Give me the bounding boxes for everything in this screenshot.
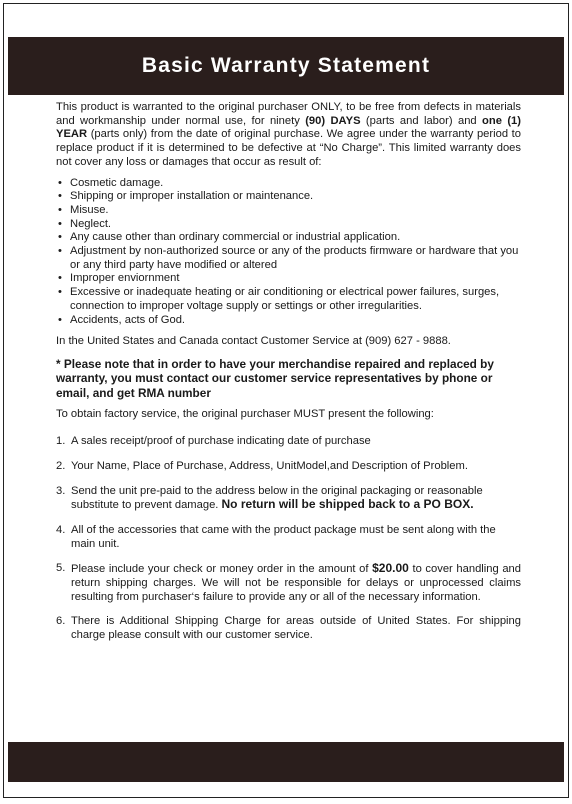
- step-2: [56, 460, 521, 474]
- step-number: 3.: [56, 484, 66, 497]
- list-item: • Any cause other than ordinary commercial or industrial application.: [56, 231, 521, 245]
- warranty-content: [56, 101, 521, 654]
- step-text: There is Additional Shipping Charge for areas outside of United States. For shipping charge please consult with our customer service.: [71, 615, 521, 642]
- po-box-warning: No return will be shipped back to a PO BOX.: [221, 497, 474, 512]
- step-text: A sales receipt/proof of purchase indicating date of purchase: [71, 435, 371, 448]
- obtain-service-line: To obtain factory service, the original purchaser MUST present the following:: [56, 408, 434, 421]
- step-number: 6.: [56, 615, 66, 628]
- intro-text-3: (parts only) from the date of original purchase. We agree under the warranty period to replace product if it is determined to be defective at “No Charge”. This limited warranty does not cover any loss or damages that occur as result of:: [56, 128, 521, 168]
- intro-text-1: This product is warranted to the original purchaser ONLY, to be free from defects in materials and workmanship under normal use, for ninety: [56, 101, 521, 127]
- list-item: • Cosmetic damage.: [56, 177, 521, 191]
- rma-note: * Please note that in order to have your merchandise repaired and replaced by warranty, you must contact our customer service representatives by phone or email, and get RMA number: [56, 356, 494, 400]
- service-steps: [56, 435, 521, 643]
- step-number: 5.: [56, 562, 66, 575]
- step-1: [56, 435, 521, 449]
- exclusions-list: [56, 177, 521, 328]
- footer-bar: [8, 742, 564, 782]
- step-number: 4.: [56, 523, 66, 536]
- list-item: • Misuse.: [56, 204, 521, 218]
- page-title: Basic Warranty Statement: [141, 54, 431, 77]
- step-text: All of the accessories that came with the product package must be sent along with the main unit.: [71, 523, 496, 550]
- step-6: [56, 615, 521, 642]
- step-5: [56, 562, 521, 604]
- step-text: Your Name, Place of Purchase, Address, UnitModel,and Description of Problem.: [71, 459, 468, 472]
- step-text: to cover handling and return shipping charges. We will not be responsible for delays or unprocessed claims resulting from purchaser‘s failure to provide any or all of the necessary information.: [71, 563, 522, 603]
- list-item: • Shipping or improper installation or maintenance.: [56, 190, 521, 204]
- step-text: Send the unit pre-paid to the address below in the original packaging or reasonable substitute to prevent damage.: [71, 484, 483, 512]
- intro-paragraph: [56, 101, 521, 170]
- intro-text-2: (parts and labor) and: [360, 114, 483, 127]
- step-number: 1.: [56, 435, 66, 448]
- list-item: • Neglect.: [56, 218, 521, 232]
- step-text: Please include your check or money order in the amount of: [71, 563, 373, 576]
- step-3: [56, 485, 521, 513]
- warranty-page: [3, 3, 569, 798]
- intro-bold-year: one (1) YEAR: [56, 114, 521, 141]
- step-4: [56, 524, 521, 551]
- contact-line: In the United States and Canada contact Customer Service at (909) 627 - 9888.: [56, 335, 451, 348]
- list-item: • Accidents, acts of God.: [56, 314, 521, 328]
- list-item: • Excessive or inadequate heating or air conditioning or electrical power failures, surges, connection to improper voltage supply or settings or other irregularities.: [56, 286, 521, 313]
- step-number: 2.: [56, 459, 66, 472]
- fee-amount: $20.00: [372, 561, 409, 576]
- title-banner: [8, 37, 564, 95]
- list-item: • Adjustment by non-authorized source or any of the products firmware or hardware that you or any third party have modified or altered: [56, 245, 521, 272]
- list-item: • Improper enviornment: [56, 272, 521, 286]
- intro-bold-days: (90) DAYS: [305, 114, 361, 127]
